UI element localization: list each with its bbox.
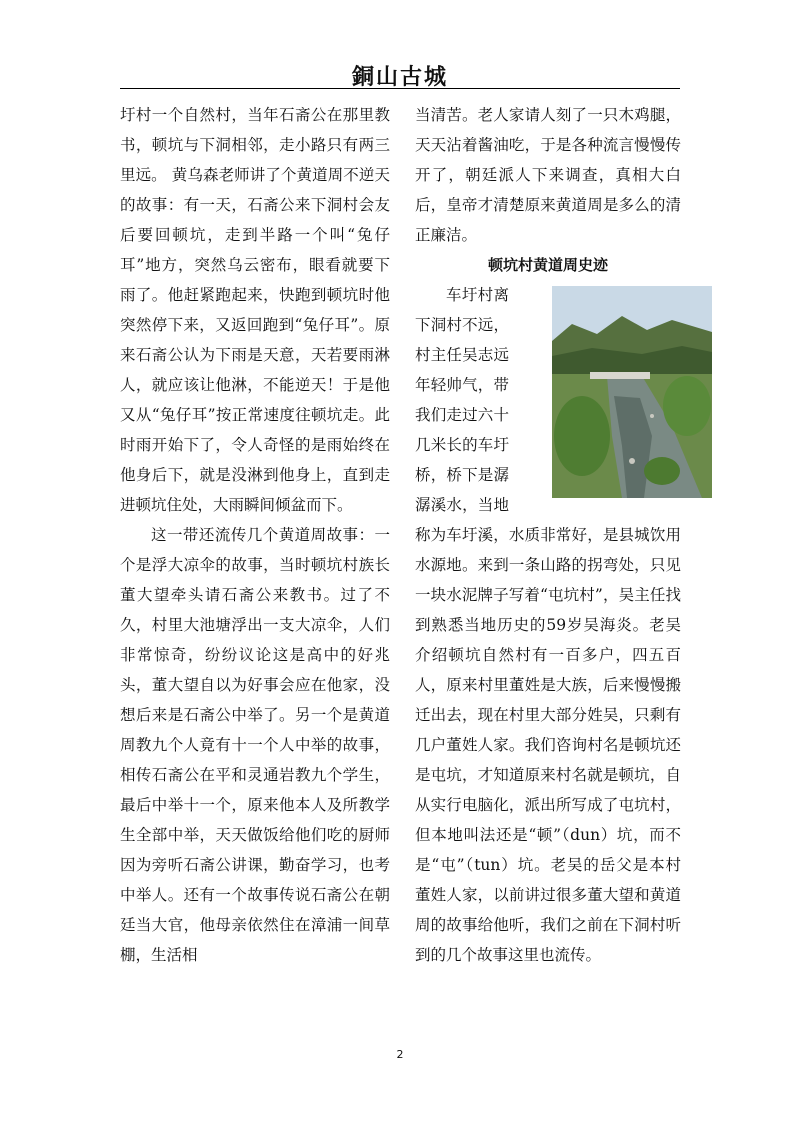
right-paragraph-1: 当清苦。老人家请人刻了一只木鸡腿，天天沾着酱油吃，于是各种流言慢慢传开了，朝廷派人下来调查，真相大白后，皇帝才清楚原来黄道周是多么的清正廉洁。: [415, 106, 681, 244]
right-paragraph-2: [415, 280, 681, 970]
right-paragraph-2-text: 车圩村离下洞村不远，村主任吴志远年轻帅气，带我们走过六十几米长的车圩桥，桥下是潺潺溪水，当地称为车圩溪，水质非常好，是县城饮用水源地。来到一条山路的拐弯处，只见一块水泥牌子写着“屯坑村”，吴主任找到熟悉当地历史的59岁吴海炎。老吴介绍顿坑自然村有一百多户，四五百人，原来村里董姓是大族，后来慢慢搬迁出去，现在村里大部分姓吴，只剩有几户董姓人家。我们咨询村名是顿坑还是屯坑，才知道原来村名就是顿坑，自从实行电脑化，派出所写成了屯坑村，但本地叫法还是“顿”（dun）坑，而不是“屯”（tun）坑。老吴的岳父是本村董姓人家，以前讲过很多董大望和黄道周的故事给他听，我们之前在下洞村听到的几个故事这里也流传。: [415, 286, 681, 964]
page-header-title: 銅山古城: [351, 64, 448, 90]
page-number: 2: [396, 1048, 404, 1061]
header-divider: [120, 88, 680, 89]
stream-landscape-image: [552, 286, 712, 498]
village-stream-photo: [521, 286, 681, 498]
left-paragraph-1: 圩村一个自然村，当年石斋公在那里教书，顿坑与下洞相邻，走小路只有两三里远。 黄乌森老师讲了个黄道周不逆天的故事：有一天，石斋公来下洞村会友后要回顿坑，走到半路一个叫“兔仔耳”地方，突然乌云密布，眼看就要下雨了。他赶紧跑起来，快跑到顿坑时他突然停下来，又返回跑到“兔仔耳”。原来石斋公认为下雨是天意，天若要雨淋人，就应该让他淋，不能逆天！于是他又从“兔仔耳”按正常速度往顿坑走。此时雨开始下了，令人奇怪的是雨始终在他身后下，就是没淋到他身上，直到走进顿坑住处，大雨瞬间倾盆而下。: [120, 106, 390, 514]
left-paragraph-2: 这一带还流传几个黄道周故事：一个是浮大凉伞的故事，当时顿坑村族长董大望牵头请石斋公来教书。过了不久，村里大池塘浮出一支大凉伞，人们非常惊奇，纷纷议论这是高中的好兆头，董大望自以为好事会应在他家，没想后来是石斋公中举了。另一个是黄道周教九个人竟有十一个人中举的故事，相传石斋公在平和灵通岩教九个学生，最后中举十一个，原来他本人及所教学生全部中举，天天做饭给他们吃的厨师因为旁听石斋公讲课，勤奋学习，也考中举人。还有一个故事传说石斋公在朝廷当大官，他母亲依然住在漳浦一间草棚，生活相: [120, 526, 390, 964]
right-column: [415, 100, 681, 970]
left-column: [120, 100, 390, 970]
section-title: 顿坑村黄道周史迹: [487, 256, 608, 274]
